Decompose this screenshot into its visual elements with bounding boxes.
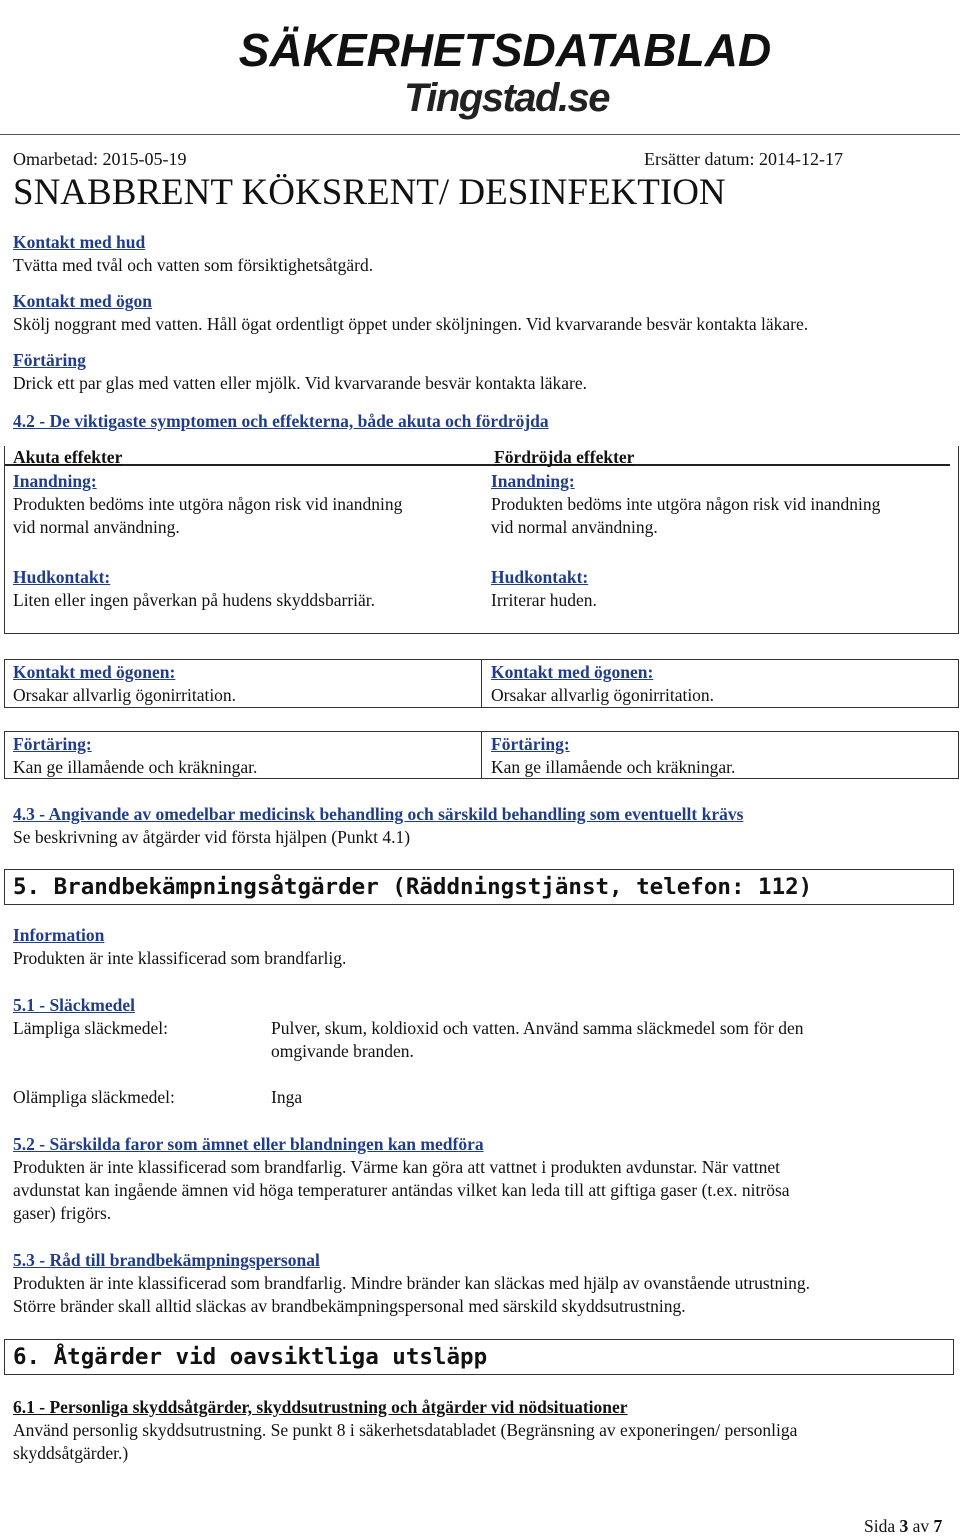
page-current: 3 [899, 1516, 909, 1536]
section-6-heading: 6. Åtgärder vid oavsiktliga utsläpp [13, 1344, 488, 1370]
acute-eye-text: Orsakar allvarlig ögonirritation. [13, 685, 237, 705]
document-title: SÄKERHETSDATABLAD [238, 24, 772, 76]
delayed-eye-label: Kontakt med ögonen: [491, 662, 654, 682]
ingestion-text: Drick ett par glas med vatten eller mjölk. Vid kvarvarande besvär kontakta läkare. [13, 373, 587, 393]
acute-effects-heading: Akuta effekter [13, 447, 123, 467]
acute-eye-label: Kontakt med ögonen: [13, 662, 176, 682]
delayed-inhalation-label: Inandning: [491, 471, 575, 491]
section-6-1-text-2: skyddsåtgärder.) [13, 1443, 129, 1463]
replaces-date: Ersätter datum: 2014-12-17 [644, 149, 843, 169]
product-name: SNABBRENT KÖKSRENT/ DESINFEKTION [13, 172, 726, 213]
eye-contact-heading: Kontakt med ögon [13, 291, 153, 311]
section-5-2-heading: 5.2 - Särskilda faror som ämnet eller blandningen kan medföra [13, 1134, 484, 1154]
section-5-1-heading: 5.1 - Släckmedel [13, 995, 136, 1015]
section-5-2-text-1: Produkten är inte klassificerad som brandfarlig. Värme kan göra att vattnet i produkten avdunstar. När vattnet [13, 1157, 781, 1177]
acute-skin-text: Liten eller ingen påverkan på hudens skyddsbarriär. [13, 590, 376, 610]
skin-contact-text: Tvätta med tvål och vatten som försiktighetsåtgärd. [13, 255, 374, 275]
acute-inhalation-text-1: Produkten bedöms inte utgöra någon risk vid inandning [13, 494, 403, 514]
unsuitable-media-label: Olämpliga släckmedel: [13, 1087, 175, 1107]
section-6-1-text-1: Använd personlig skyddsutrustning. Se punkt 8 i säkerhetsdatabladet (Begränsning av exponeringen/ personliga [13, 1420, 798, 1440]
delayed-skin-text: Irriterar huden. [491, 590, 597, 610]
section-5-3-heading: 5.3 - Råd till brandbekämpningspersonal [13, 1250, 320, 1270]
revised-date: Omarbetad: 2015-05-19 [13, 149, 187, 169]
section-5-2-text-3: gaser) frigörs. [13, 1203, 112, 1223]
delayed-ingestion-text: Kan ge illamående och kräkningar. [491, 757, 736, 777]
ingestion-heading: Förtäring [13, 350, 86, 370]
section-4-2-heading: 4.2 - De viktigaste symptomen och effekterna, både akuta och fördröjda [13, 411, 549, 431]
suitable-media-label: Lämpliga släckmedel: [13, 1018, 169, 1038]
acute-ingestion-label: Förtäring: [13, 734, 92, 754]
delayed-inhalation-text-2: vid normal användning. [491, 517, 658, 537]
suitable-media-value-2: omgivande branden. [271, 1041, 414, 1061]
acute-ingestion-text: Kan ge illamående och kräkningar. [13, 757, 258, 777]
header-divider [0, 134, 960, 135]
skin-contact-heading: Kontakt med hud [13, 232, 146, 252]
delayed-ingestion-label: Förtäring: [491, 734, 570, 754]
section-5-3-text-1: Produkten är inte klassificerad som brandfarlig. Mindre bränder kan släckas med hjälp av ovanstående utrustning. [13, 1273, 810, 1293]
delayed-effects-heading: Fördröjda effekter [494, 447, 635, 467]
section-5-3-text-2: Större bränder skall alltid släckas av brandbekämpningspersonal med särskild skyddsutrustning. [13, 1296, 686, 1316]
acute-inhalation-text-2: vid normal användning. [13, 517, 180, 537]
effects-header-rule [5, 464, 950, 466]
page-of: av [912, 1516, 930, 1536]
section-4-3-text: Se beskrivning av åtgärder vid första hjälpen (Punkt 4.1) [13, 827, 411, 847]
page-total: 7 [933, 1516, 943, 1536]
delayed-skin-label: Hudkontakt: [491, 567, 589, 587]
section-6-1-heading: 6.1 - Personliga skyddsåtgärder, skyddsutrustning och åtgärder vid nödsituationer [13, 1397, 628, 1417]
section-4-3-heading: 4.3 - Angivande av omedelbar medicinsk behandling och särskild behandling som eventuellt krävs [13, 804, 744, 824]
information-text: Produkten är inte klassificerad som brandfarlig. [13, 948, 347, 968]
section-5-2-text-2: avdunstat kan ingående ämnen vid höga temperaturer antändas vilket kan leda till att giftiga gaser (t.ex. nitrösa [13, 1180, 790, 1200]
acute-inhalation-label: Inandning: [13, 471, 97, 491]
information-heading: Information [13, 925, 105, 945]
eye-contact-text: Skölj noggrant med vatten. Håll ögat ordentligt öppet under sköljningen. Vid kvarvarande besvär kontakta läkare. [13, 314, 809, 334]
delayed-eye-text: Orsakar allvarlig ögonirritation. [491, 685, 715, 705]
section-5-heading: 5. Brandbekämpningsåtgärder (Räddningstjänst, telefon: 112) [13, 874, 813, 900]
acute-skin-label: Hudkontakt: [13, 567, 111, 587]
page-prefix: Sida [864, 1516, 896, 1536]
unsuitable-media-value: Inga [271, 1087, 303, 1107]
brand-logo: Tingstad.se [404, 76, 610, 120]
suitable-media-value-1: Pulver, skum, koldioxid och vatten. Använd samma släckmedel som för den [271, 1018, 804, 1038]
delayed-inhalation-text-1: Produkten bedöms inte utgöra någon risk vid inandning [491, 494, 881, 514]
